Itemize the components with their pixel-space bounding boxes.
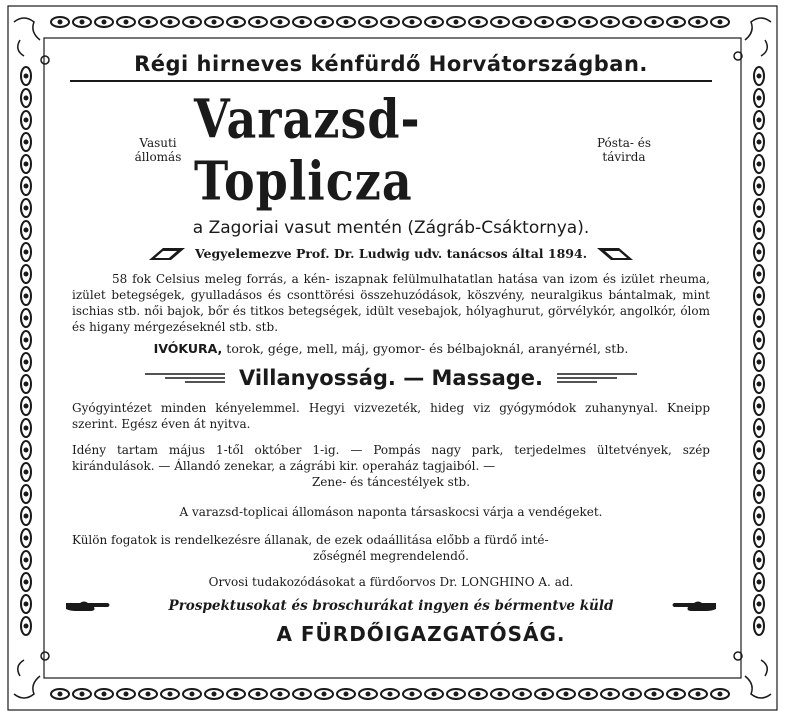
corner-ornament-bottom-right	[734, 652, 771, 698]
analysis-row	[62, 246, 720, 261]
pointing-hand-right-icon	[64, 599, 112, 613]
amenities-heading: Villanyosság. — Massage.	[238, 366, 543, 390]
analysis-note: Vegyelemezve Prof. Dr. Ludwig udv. tanácsos által 1894.	[194, 246, 588, 261]
main-title: Varazsd-Toplicza	[194, 87, 421, 213]
private-carriage-line-2: zőségnél megrendelendő.	[313, 549, 469, 563]
diamond-ornament-right-icon	[597, 247, 633, 261]
headline: Régi hirneves kénfürdő Horvátországban.	[70, 52, 712, 82]
prospectus-line: Prospektusokat és broschurákat ingyen és bérmentve küld	[168, 598, 614, 614]
doctor-notice: Orvosi tudakozódásokat a fürdőorvos Dr. LONGHINO A. ad.	[208, 575, 574, 589]
title-row	[62, 87, 720, 213]
carriage-notice: A varazsd-toplicai állomáson naponta társaskocsi várja a vendégeket.	[179, 505, 603, 519]
indications-paragraph: 58 fok Celsius meleg forrás, a kén- iszapnak felülmulhatatlan hatása van izom és izület rheuma, izület betegségek, gyulladásos és csonttörési összehuzódások, köszvény, neuralgikus bántalmak, mint ischias stb. női bajok, bőr és titkos betegségek, idült vesebajok, hólyaghurut, görvélykór, angolkór, ólom és higany mérgezéseknél stb. stb.	[72, 272, 710, 334]
triple-rule-left	[145, 372, 225, 384]
private-carriage-paragraph	[72, 532, 710, 564]
post-label-line-2: távirda	[602, 150, 646, 164]
railway-label-line-1: Vasuti	[139, 136, 177, 150]
pointing-hand-left-icon	[670, 599, 718, 613]
drinking-cure-label: IVÓKURA,	[153, 341, 223, 356]
railway-label-line-2: állomás	[134, 150, 182, 164]
railway-station-label	[122, 136, 194, 164]
post-telegraph-label	[588, 136, 660, 164]
prospectus-row	[62, 598, 720, 614]
signature-directorate: A FÜRDŐIGAZGATÓSÁG.	[276, 622, 566, 646]
facilities-paragraph: Gyógyintézet minden kényelemmel. Hegyi vizvezeték, hideg viz gyógymódok zuhanynyal. Kneipp szerint. Egész éven át nyitva.	[72, 401, 710, 431]
private-carriage-line-1: Külön fogatok is rendelkezésre állanak, de ezek odaállitása előbb a fürdő inté-	[72, 533, 549, 547]
season-text: Idény tartam május 1-től október 1-ig. — Pompás nagy park, terjedelmes ültetvények, szép kirándulások. — Állandó zenekar, a zágrábi kir. operaház tagjaiból. —	[72, 443, 710, 473]
drinking-cure-text: torok, gége, mell, máj, gyomor- és bélbajoknál, aranyérnél, stb.	[226, 341, 629, 356]
triple-rule-right	[557, 372, 637, 384]
ad-content	[62, 52, 720, 658]
corner-ornament-top-right	[734, 18, 771, 60]
diamond-ornament-left-icon	[149, 247, 185, 261]
amenities-row	[62, 366, 720, 390]
post-label-line-1: Pósta- és	[596, 136, 652, 150]
drinking-cure-line	[62, 341, 720, 356]
season-paragraph	[72, 442, 710, 490]
railway-line-subtitle: a Zagoriai vasut mentén (Zágráb-Csáktornya).	[192, 218, 590, 238]
season-text-end: Zene- és táncestélyek stb.	[311, 475, 471, 489]
